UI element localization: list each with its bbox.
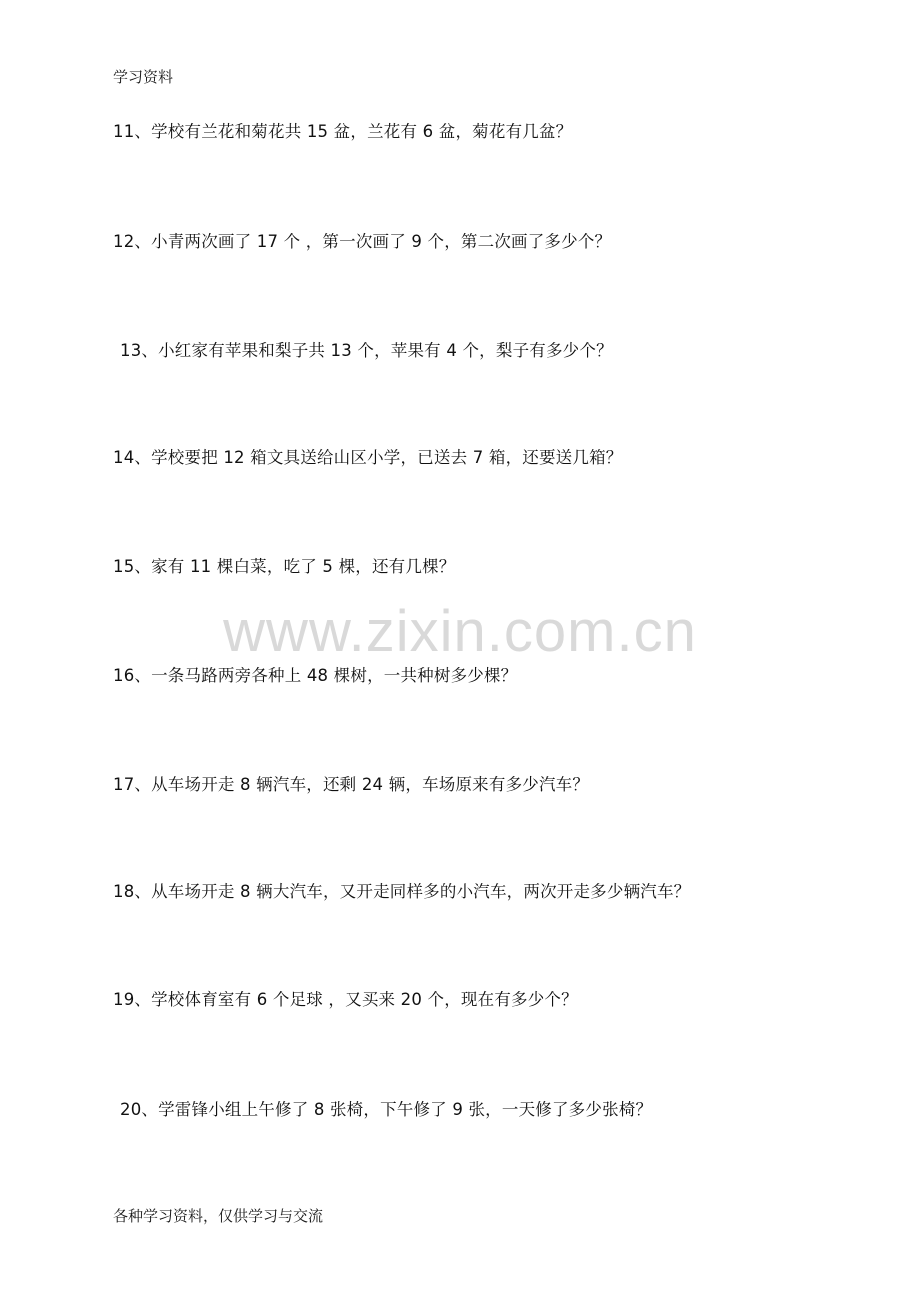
question-14: 14、学校要把 12 箱文具送给山区小学，已送去 7 箱，还要送几箱？ [113, 448, 623, 467]
question-12: 12、小青两次画了 17 个 ，第一次画了 9 个，第二次画了多少个？ [113, 232, 612, 251]
question-17: 17、从车场开走 8 辆汽车，还剩 24 辆，车场原来有多少汽车？ [113, 775, 590, 794]
question-16: 16、一条马路两旁各种上 48 棵树，一共种树多少棵？ [113, 666, 518, 685]
question-11: 11、学校有兰花和菊花共 15 盆，兰花有 6 盆，菊花有几盆？ [113, 122, 573, 141]
question-15: 15、家有 11 棵白菜，吃了 5 棵，还有几棵？ [113, 557, 456, 576]
page-footer: 各种学习资料，仅供学习与交流 [113, 1207, 324, 1225]
page-header: 学习资料 [113, 68, 174, 86]
question-19: 19、学校体育室有 6 个足球 ，又买来 20 个，现在有多少个？ [113, 990, 578, 1009]
question-13: 13、小红家有苹果和梨子共 13 个，苹果有 4 个，梨子有多少个？ [120, 341, 613, 360]
question-18: 18、从车场开走 8 辆大汽车，又开走同样多的小汽车，两次开走多少辆汽车？ [113, 882, 691, 901]
watermark: www.zixin.com.cn [223, 599, 697, 664]
question-20: 20、学雷锋小组上午修了 8 张椅，下午修了 9 张，一天修了多少张椅？ [120, 1100, 653, 1119]
